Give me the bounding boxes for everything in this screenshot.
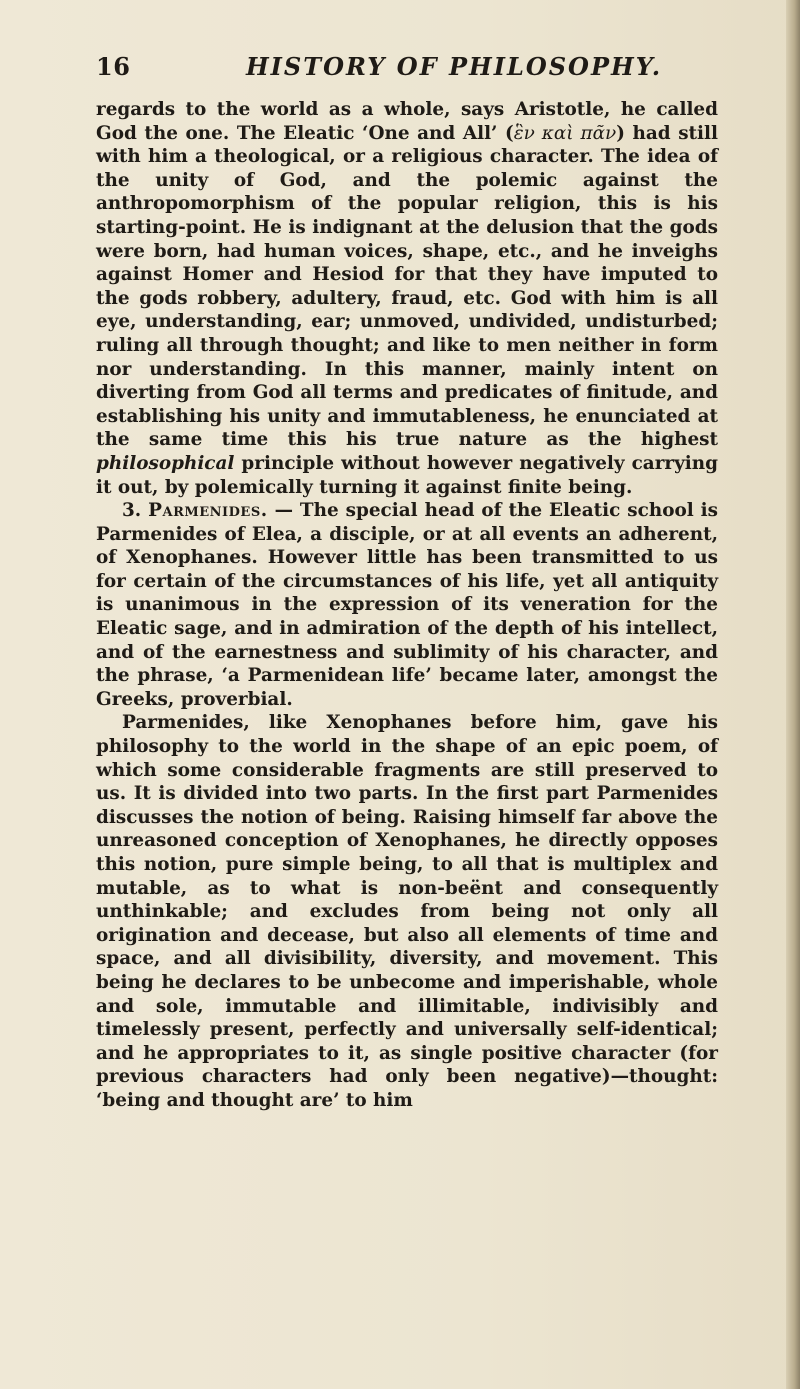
heading-dash: — — [267, 500, 300, 522]
paragraph-poem — [96, 711, 718, 1112]
page-header — [96, 48, 696, 88]
paragraph-1-text-a: regards to the world as a whole, says Aristotle, he called God the one. The Eleatic ‘One and All’ ( — [96, 99, 718, 144]
section-heading: Parmenides. — [148, 500, 268, 522]
paragraph-3-text: Parmenides, like Xenophanes before him, gave his philosophy to the world in the shape of an epic poem, of which some considerable fragments are still preserved to us. It is divided into two parts. In the first part Parmenides discusses the notion of being. Raising himself far above the unreasoned conception of Xenophanes, he directly opposes this notion, pure simple being, to all that is multiplex and mutable, as to what is non-beënt and consequently unthinkable; and excludes from being not only all origination and decease, but also all elements of time and space, and all divisibility, diversity, and movement. This being he declares to be unbecome and imperishable, whole and sole, immutable and illimitable, indivisibly and timelessly present, perfectly and universally self-identical; and he appropriates to it, as single positive character (for previous characters had only been negative)—thought: ‘being and thought are’ to him — [96, 712, 718, 1111]
emphasized-word: philosophical — [96, 452, 235, 474]
page-edge-shadow — [786, 0, 800, 1389]
running-title: HISTORY OF PHILOSOPHY. — [246, 52, 663, 81]
section-text: The special head of the Eleatic school is Parmenides of Elea, a disciple, or at all events an adherent, of Xenophanes. However little has been transmitted to us for certain of the circumstances of his life, yet all antiquity is unanimous in the expression of its veneration for the Eleatic sage, and in admiration of the depth of his intellect, and of the earnestness and sublimity of his character, and the phrase, ‘a Parmenidean life’ became later, amongst the Greeks, proverbial. — [96, 500, 718, 710]
section-parmenides — [96, 499, 718, 711]
paragraph-1-text-c: principle without however negatively carrying it out, by polemically turning it against finite being. — [96, 452, 718, 498]
paragraph-continuation — [96, 98, 718, 499]
greek-phrase: ἓν καὶ πᾶν — [513, 122, 617, 144]
section-number: 3. — [122, 500, 142, 522]
paragraph-1-text-b: ) had still with him a theological, or a religious character. The idea of the unity of God, and the polemic against the anthropomorphism of the popular religion, this is his starting-point. He is indignant at the delusion that the gods were born, had human voices, shape, etc., and he inveighs against Homer and Hesiod for that they have imputed to the gods robbery, adultery, fraud, etc. God with him is all eye, understanding, ear; unmoved, undivided, undisturbed; ruling all through thought; and like to men neither in form nor understanding. In this manner, mainly intent on diverting from God all terms and predicates of finitude, and establishing his unity and immutableness, he enunciated at the same time this his true nature as the highest — [96, 122, 718, 451]
body-text — [96, 98, 718, 1113]
page-number: 16 — [96, 52, 131, 81]
